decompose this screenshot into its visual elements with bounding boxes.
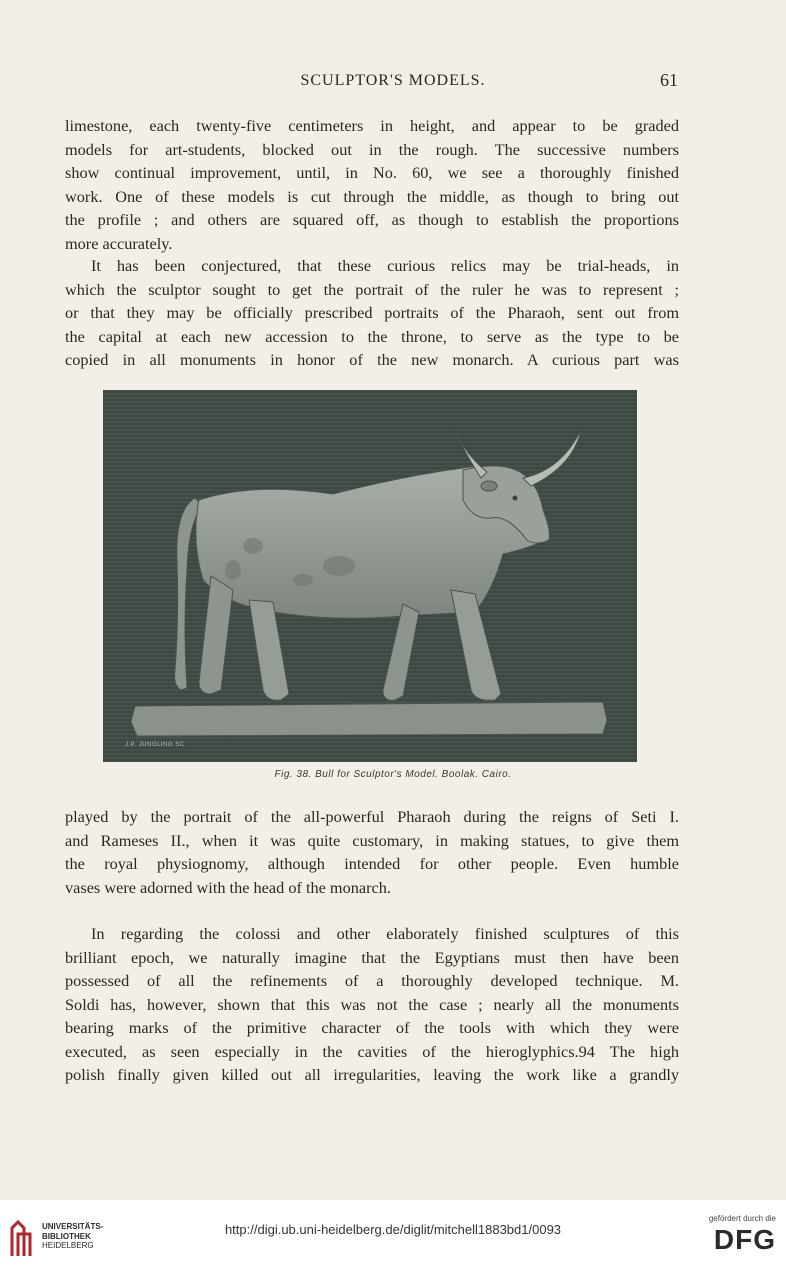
digitization-footer (0, 1200, 786, 1266)
funding-note: gefördert durch die (708, 1214, 776, 1223)
text-line: which the sculptor sought to get the portrait of the ruler he was to represent ; (65, 279, 679, 299)
text-line: copied in all monuments in honor of the new monarch. A curious part was (65, 350, 679, 369)
figure-bull-engraving (103, 390, 637, 762)
paragraph-3 (65, 805, 679, 899)
text-line: It has been conjectured, that these curious relics may be trial-heads, in (91, 256, 679, 275)
text-line: and Rameses II., when it was quite customary, in making statues, to give them (65, 830, 679, 850)
bull-relief-engraving-icon (103, 390, 637, 762)
running-head (0, 72, 786, 96)
text-line: the capital at each new accession to the throne, to serve as the type to be (65, 326, 679, 346)
text-line: work. One of these models is cut through the middle, as though to bring out (65, 186, 679, 206)
dfg-logo[interactable] (686, 1214, 776, 1255)
text-line: played by the portrait of the all-powerful Pharaoh during the reigns of Seti I. (65, 807, 679, 826)
text-line: the royal physiognomy, although intended for other people. Even humble (65, 854, 679, 873)
text-line: or that they may be officially prescribed portraits of the Pharaoh, sent out from (65, 303, 679, 322)
engraver-signature: J.P. JUNGLING SC. (125, 742, 187, 748)
figure-caption: Fig. 38. Bull for Sculptor's Model. Boolak. Cairo. (274, 769, 512, 780)
text-line: the profile ; and others are squared off, as though to establish the proportions (65, 210, 679, 229)
page-number: 61 (660, 70, 678, 90)
text-line: brilliant epoch, we naturally imagine that the Egyptians must then have been (65, 947, 679, 967)
library-name-line1: UNIVERSITÄTS- (42, 1222, 104, 1231)
permalink-url[interactable]: http://digi.ub.uni-heidelberg.de/diglit/mitchell1883bd1/0093 (224, 1222, 562, 1237)
text-line: more accurately. (65, 233, 173, 253)
dfg-wordmark: DFG (713, 1224, 776, 1255)
running-head-title: SCULPTOR'S MODELS. (300, 72, 486, 89)
library-name-line2: BIBLIOTHEK (42, 1231, 91, 1241)
text-line: polish finally given killed out all irregularities, leaving the work like a grandly (65, 1065, 679, 1084)
library-name-line3: HEIDELBERG (42, 1241, 94, 1250)
text-line: vases were adorned with the head of the monarch. (65, 877, 391, 897)
paragraph-1 (65, 114, 679, 255)
paragraph-4 (65, 922, 679, 1087)
text-line: Soldi has, however, shown that this was not the case ; nearly all the monuments (65, 994, 679, 1014)
text-line: executed, as seen especially in the cavities of the hieroglyphics.94 The high (65, 1041, 679, 1061)
text-line: In regarding the colossi and other elaborately finished sculptures of this (91, 924, 679, 943)
text-line: limestone, each twenty-five centimeters in height, and appear to be graded (65, 116, 679, 135)
paragraph-2 (65, 254, 679, 372)
text-line: models for art-students, blocked out in the rough. The successive numbers (65, 139, 679, 159)
text-line: possessed of all the refinements of a thoroughly developed technique. M. (65, 971, 679, 990)
text-line: show continual improvement, until, in No. 60, we see a thoroughly finished (65, 163, 679, 182)
text-line: bearing marks of the primitive character of the tools with which they were (65, 1018, 679, 1037)
